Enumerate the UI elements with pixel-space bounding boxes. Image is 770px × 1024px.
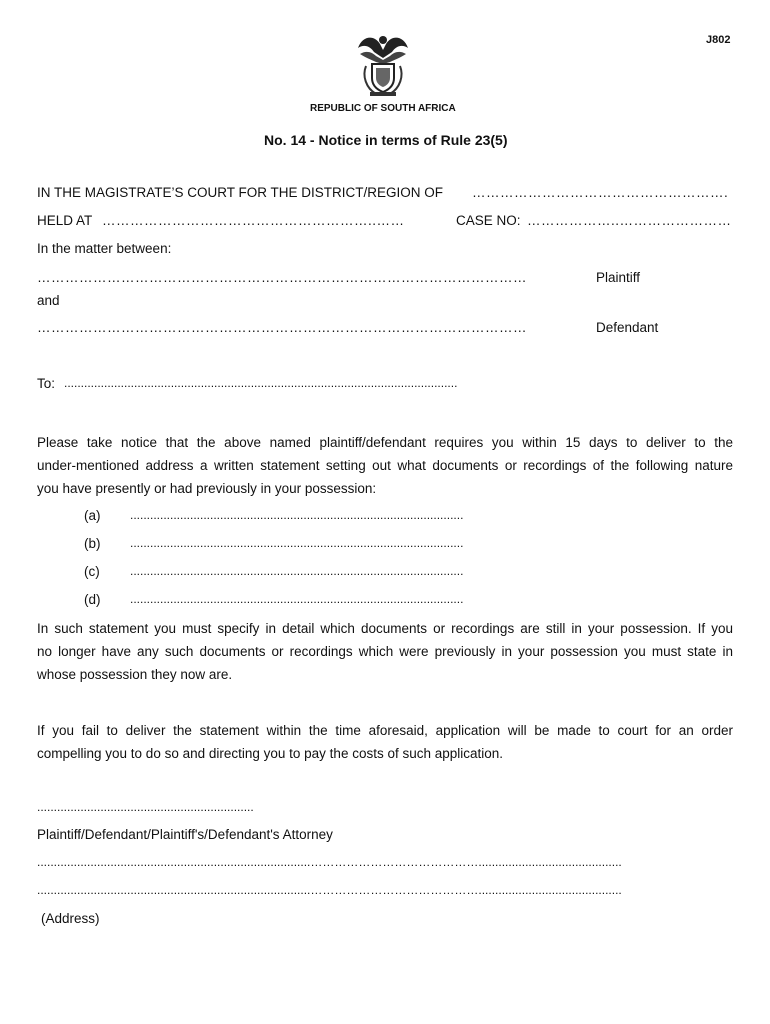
failure-line: If you fail to deliver the statement within the time aforesaid, application will be made to court for an order [37,723,733,738]
item-field[interactable]: .................................................................................................... [130,592,464,606]
statement-line: In such statement you must specify in detail which documents or recordings are still in your possession. If you [37,621,733,636]
case-no-field[interactable]: ………………..…………………… [527,213,732,228]
statement-line: whose possession they now are. [37,667,233,682]
item-label: (d) [84,592,101,607]
item-label: (b) [84,536,101,551]
statement-paragraph [37,617,733,686]
item-field[interactable]: .................................................................................................... [130,508,464,522]
item-field[interactable]: .................................................................................................... [130,564,464,578]
plaintiff-field[interactable]: …………………………………………………………………………………………… [37,270,527,285]
item-field[interactable]: .................................................................................................... [130,536,464,550]
notice-line: under-mentioned address a written statement setting out what documents or recordings of the following nature [37,458,733,473]
defendant-field[interactable]: …………………………………………………………………………………………… [37,320,527,335]
signature-field[interactable]: ................................................................. [37,800,254,814]
and-label: and [37,293,60,308]
plaintiff-label: Plaintiff [596,270,641,285]
form-code: J802 [706,34,731,46]
signature-label: Plaintiff/Defendant/Plaintiff's/Defendant's Attorney [37,827,333,842]
address-label: (Address) [41,911,100,926]
notice-line: Please take notice that the above named plaintiff/defendant requires you within 15 days to deliver to the [37,435,733,450]
to-field[interactable]: ...................................................................................................................... [64,376,458,390]
failure-paragraph [37,719,733,765]
coat-of-arms-logo [352,28,414,98]
address-field-line-2[interactable]: ..................................................................................……………………………………........................................... [37,883,622,897]
failure-line: compelling you to do so and directing you to pay the costs of such application. [37,746,504,761]
notice-paragraph [37,431,733,500]
to-label: To: [37,376,56,391]
court-district-label: IN THE MAGISTRATE’S COURT FOR THE DISTRICT/REGION OF [37,185,444,200]
court-district-field[interactable]: ………………………………………………. [472,185,729,200]
held-at-field[interactable]: …………………………………………………..…… [102,213,405,228]
notice-line: you have presently or had previously in your possession: [37,481,377,496]
item-label: (c) [84,564,100,579]
matter-between-label: In the matter between: [37,241,172,256]
defendant-label: Defendant [596,320,659,335]
document-title: No. 14 - Notice in terms of Rule 23(5) [264,132,508,148]
address-field-line-1[interactable]: ..................................................................................……………………………………........................................... [37,855,622,869]
item-label: (a) [84,508,101,523]
statement-line: no longer have any such documents or recordings which were previously in your possession you must state in [37,644,733,659]
held-at-label: HELD AT [37,213,93,228]
republic-heading: REPUBLIC OF SOUTH AFRICA [310,103,456,114]
case-no-label: CASE NO: [456,213,521,228]
